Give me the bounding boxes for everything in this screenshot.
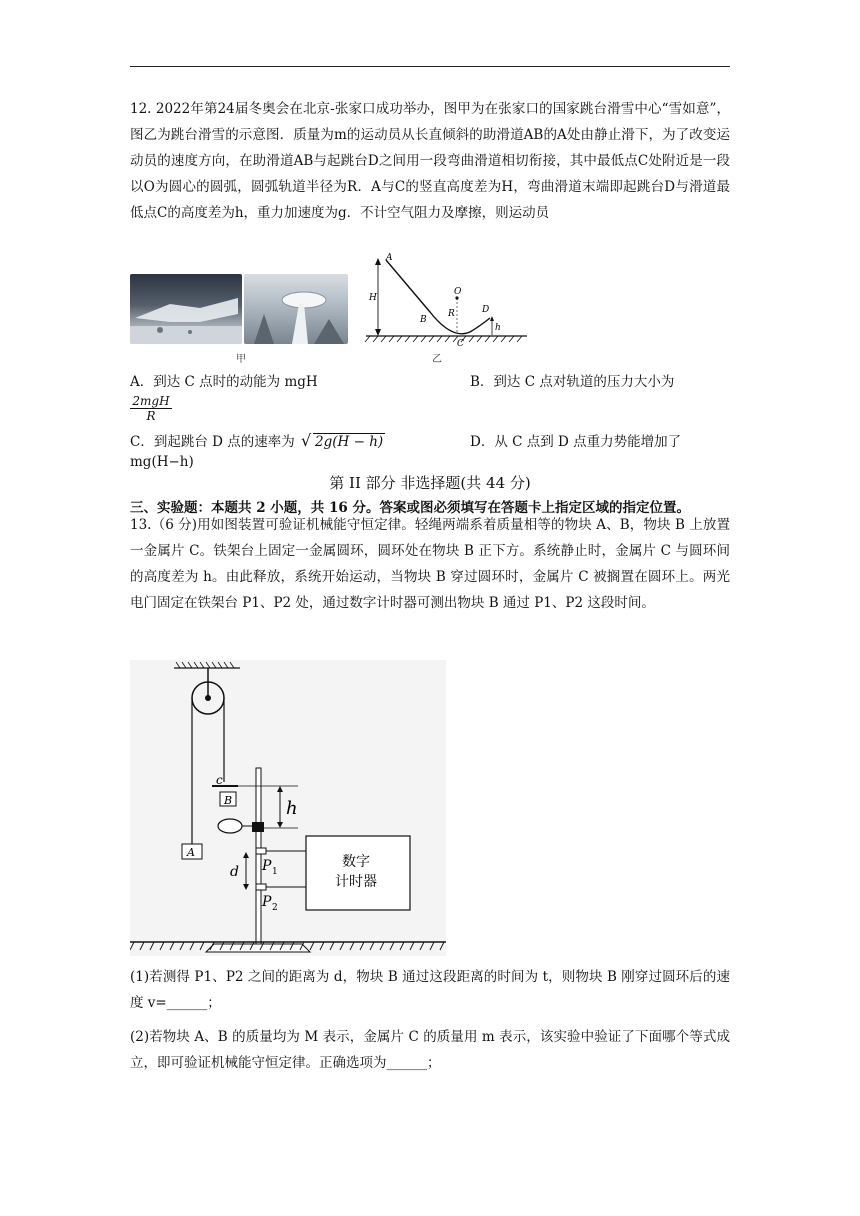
header-rule (130, 66, 730, 67)
option-b: B．到达 C 点对轨道的压力大小为 (470, 374, 675, 390)
label-H: H (369, 293, 377, 303)
label-h-dim: h (286, 798, 298, 819)
ground-hatch (130, 940, 446, 954)
apparatus-diagram (130, 660, 446, 956)
label-P1-sub: 1 (272, 867, 278, 877)
label-R: R (448, 309, 455, 319)
photo-snow-ruyi-2 (244, 274, 348, 344)
ski-jump-diagram (362, 250, 532, 360)
option-c-text: C．到起跳台 D 点的速率为 (130, 434, 295, 450)
option-d: D．从 C 点到 D 点重力势能增加了 (470, 434, 682, 450)
option-a: A．到达 C 点时的动能为 mgH (130, 374, 318, 390)
label-P1: P (262, 858, 272, 874)
sqrt-icon: √ (301, 431, 312, 450)
label-block-B: B (224, 794, 233, 807)
timer-label-1: 数字 (342, 854, 370, 870)
q12-stem: 12. 2022年第24届冬奥会在北京-张家口成功举办，图甲为在张家口的国家跳台滑雪中心“雪如意”，图乙为跳台滑雪的示意图．质量为m的运动员从长直倾斜的助滑道AB的A处由静止滑下，为了改变运动员的速度方向，在助滑道AB与起跳台D之间用一段弯曲滑道相切衔接，其中最低点C处附近是一段以O为圆心的圆弧，圆弧轨道半径为R．A与C的竖直高度差为H，弯曲滑道末端即起跳台D与滑道最低点C的高度差为h，重力加速度为g．不计空气阻力及摩擦，则运动员 (130, 101, 730, 221)
fraction-numerator: 2mgH (130, 394, 172, 409)
caption-yi: 乙 (432, 354, 442, 365)
caption-jia: 甲 (236, 354, 246, 365)
label-D: D (482, 305, 490, 315)
label-d: d (230, 864, 239, 880)
option-b-fraction (130, 394, 172, 423)
label-O: O (454, 287, 462, 297)
label-block-A: A (187, 846, 195, 859)
label-B: B (420, 315, 427, 325)
photo-snow-ruyi-1 (130, 274, 242, 344)
label-c: c (216, 773, 223, 787)
label-h: h (495, 323, 501, 333)
option-c (130, 430, 385, 450)
label-C: C (457, 339, 464, 349)
label-P2: P (262, 894, 272, 910)
q13-stem: 13.（6 分)用如图装置可验证机械能守恒定律。轻绳两端系着质量相等的物块 A、B，物块 B 上放置一金属片 C。铁架台上固定一金属圆环，圆环处在物块 B 正下方。系统静止时，金属片 C 与圆环间的高度差为 h。由此释放，系统开始运动，当物块 B 穿过圆环时，金属片 C 被搁置在圆环上。两光电门固定在铁架台 P1、P2 处，通过数字计时器可测出物块 B 通过 P1、P2 这段时间。 (130, 517, 730, 611)
label-P2-sub: 2 (272, 903, 278, 913)
option-d-continued: mg(H−h) (130, 454, 194, 470)
sqrt-radicand: 2g(H − h) (315, 434, 384, 450)
timer-label-2: 计时器 (335, 874, 377, 890)
q13-part1: (1)若测得 P1、P2 之间的距离为 d，物块 B 通过这段距离的时间为 t，则物块 B 刚穿过圆环后的速度 v=______； (130, 969, 730, 1011)
fraction-denominator: R (146, 409, 156, 423)
sqrt-expression (301, 431, 385, 450)
q13-part2: (2)若物块 A、B 的质量均为 M 表示，金属片 C 的质量用 m 表示，该实验中验证了下面哪个等式成立，即可验证机械能守恒定律。正确选项为______； (130, 1029, 730, 1071)
part2-title: 第 II 部分 非选择题(共 44 分) (329, 474, 531, 492)
section3-heading: 三、实验题：本题共 2 小题，共 16 分。答案或图必须填写在答题卡上指定区域的指定位置。 (130, 500, 690, 516)
label-A: A (386, 253, 393, 263)
